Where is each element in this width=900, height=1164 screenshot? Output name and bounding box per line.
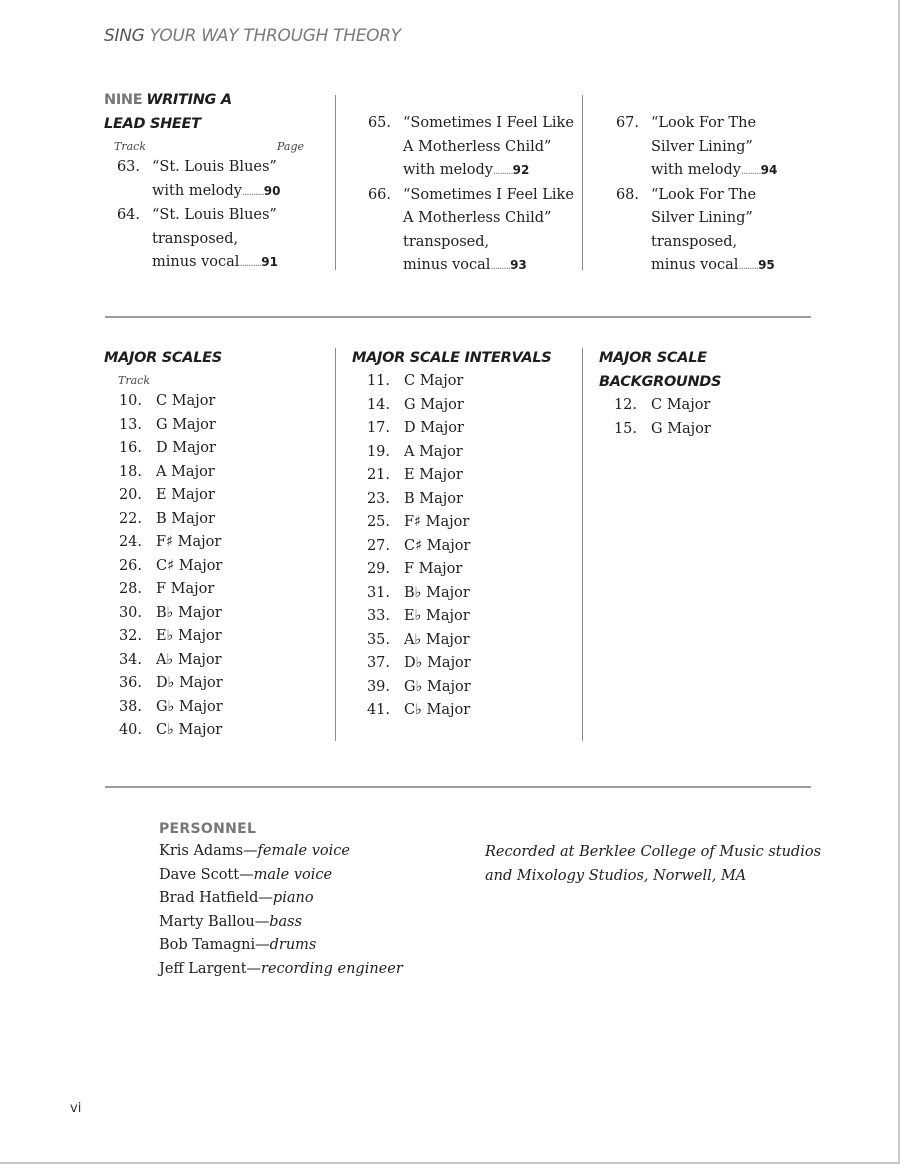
major-scale-backgrounds-column bbox=[599, 346, 819, 441]
scale-name: F Major bbox=[156, 581, 215, 597]
scale-name: C♯ Major bbox=[404, 537, 471, 554]
track-number: 41. bbox=[366, 702, 390, 718]
heading-line-2: BACKGROUNDS bbox=[599, 374, 722, 390]
scale-row bbox=[104, 602, 324, 626]
track-title-line: “Sometimes I Feel Like bbox=[403, 186, 574, 203]
track-title-line: minus vocal bbox=[152, 254, 240, 270]
track-number: 28. bbox=[118, 581, 142, 597]
scale-row bbox=[104, 719, 324, 743]
scale-name: A♭ Major bbox=[156, 651, 222, 668]
scale-name: D Major bbox=[156, 440, 216, 456]
track-entry: 68. “Look For The Silver Lining” transposed, minus vocal.........95 bbox=[603, 184, 823, 279]
scale-row bbox=[104, 696, 324, 720]
track-title-line: “Sometimes I Feel Like bbox=[403, 115, 574, 131]
scale-row bbox=[352, 370, 580, 394]
track-number: 17. bbox=[366, 420, 390, 436]
scale-name: B Major bbox=[404, 490, 463, 507]
track-number: 29. bbox=[366, 561, 390, 577]
track-number: 26. bbox=[118, 557, 142, 574]
track-number: 20. bbox=[118, 487, 142, 503]
scale-row bbox=[104, 625, 324, 649]
major-scale-backgrounds-heading bbox=[599, 346, 819, 394]
track-title-line: “St. Louis Blues” bbox=[152, 159, 277, 175]
scale-name: C♭ Major bbox=[404, 702, 471, 718]
person-role: female voice bbox=[257, 843, 350, 859]
scale-row bbox=[352, 441, 580, 465]
scale-row bbox=[352, 488, 580, 512]
personnel-row bbox=[159, 911, 403, 935]
track-number: 31. bbox=[366, 584, 390, 601]
page-number: 95 bbox=[758, 258, 775, 272]
page-number: 90 bbox=[263, 183, 281, 198]
running-head-rest: YOUR WAY THROUGH THEORY bbox=[149, 26, 401, 46]
track-title-line: transposed, bbox=[651, 233, 738, 250]
track-label: Track bbox=[118, 374, 150, 387]
personnel-row bbox=[159, 934, 403, 958]
scale-row bbox=[104, 649, 324, 673]
scale-name: A♭ Major bbox=[404, 631, 470, 648]
track-entry: 67. “Look For The Silver Lining” with melody.........94 bbox=[603, 112, 823, 184]
major-scales-column bbox=[104, 346, 324, 743]
track-title-line: A Motherless Child” bbox=[403, 210, 552, 226]
track-number: 24. bbox=[118, 534, 142, 550]
scale-row bbox=[352, 464, 580, 488]
personnel-row bbox=[159, 840, 403, 864]
scale-row bbox=[104, 578, 324, 602]
track-entry: 64. “St. Louis Blues” transposed, minus vocal..........91 bbox=[104, 204, 324, 276]
scale-row bbox=[104, 437, 324, 461]
track-number: 15. bbox=[613, 420, 637, 437]
scale-row bbox=[104, 484, 324, 508]
track-number: 67. bbox=[615, 115, 639, 131]
scale-row bbox=[104, 461, 324, 485]
recording-note bbox=[485, 841, 821, 888]
page-label: Page bbox=[277, 140, 305, 153]
scale-row bbox=[599, 418, 819, 442]
track-number: 40. bbox=[118, 722, 142, 738]
personnel-row bbox=[159, 887, 403, 911]
scale-name: F Major bbox=[404, 561, 463, 577]
scale-name: D♭ Major bbox=[404, 655, 471, 671]
track-title-line: with melody bbox=[152, 182, 242, 199]
running-head bbox=[104, 26, 401, 46]
scale-name: C Major bbox=[156, 393, 216, 409]
page-folio: vi bbox=[70, 1101, 82, 1116]
scale-row bbox=[352, 417, 580, 441]
track-number: 14. bbox=[366, 396, 390, 413]
section-divider bbox=[105, 316, 811, 318]
person-role: drums bbox=[269, 937, 317, 953]
track-number: 30. bbox=[118, 604, 142, 621]
person-name: Kris Adams— bbox=[159, 843, 258, 859]
track-number: 22. bbox=[118, 510, 142, 527]
track-number: 11. bbox=[366, 373, 390, 389]
scale-row bbox=[352, 394, 580, 418]
page-number: 94 bbox=[760, 163, 778, 177]
scale-name: E♭ Major bbox=[404, 608, 470, 624]
major-scales-heading: MAJOR SCALES bbox=[104, 350, 222, 366]
track-number: 68. bbox=[615, 186, 639, 203]
track-number: 36. bbox=[118, 675, 142, 691]
scale-name: A Major bbox=[156, 463, 215, 480]
track-number: 12. bbox=[613, 397, 637, 413]
personnel-heading: PERSONNEL bbox=[159, 821, 257, 837]
scale-row bbox=[352, 605, 580, 629]
track-title-line: A Motherless Child” bbox=[403, 138, 552, 155]
column-divider bbox=[335, 348, 336, 741]
person-name: Brad Hatfield— bbox=[159, 890, 273, 906]
scale-name: G♭ Major bbox=[404, 678, 471, 695]
page-number: 92 bbox=[512, 163, 530, 177]
track-number: 35. bbox=[366, 631, 390, 648]
page-number: 93 bbox=[510, 258, 527, 272]
track-number: 33. bbox=[366, 608, 390, 624]
scale-row bbox=[104, 508, 324, 532]
track-entry: 63. “St. Louis Blues” with melody..........90 bbox=[104, 156, 324, 204]
track-number: 39. bbox=[366, 678, 390, 695]
column-headings bbox=[104, 136, 324, 156]
track-title-line: Silver Lining” bbox=[651, 210, 753, 226]
lead-sheet-column-2 bbox=[355, 112, 575, 279]
scale-name: G Major bbox=[651, 420, 711, 437]
track-title-line: with melody bbox=[403, 162, 493, 178]
track-number: 63. bbox=[116, 159, 140, 175]
scale-name: A Major bbox=[404, 443, 463, 460]
track-number: 34. bbox=[118, 651, 142, 668]
chapter-title-line-2: LEAD SHEET bbox=[104, 116, 201, 132]
scale-row bbox=[352, 629, 580, 653]
track-number: 32. bbox=[118, 628, 142, 644]
track-title-line: “Look For The bbox=[651, 186, 757, 203]
scale-name: E Major bbox=[156, 487, 215, 503]
track-title-line: Silver Lining” bbox=[651, 138, 753, 155]
scale-row bbox=[352, 535, 580, 559]
track-title-line: transposed, bbox=[152, 230, 239, 247]
track-number: 16. bbox=[118, 440, 142, 456]
heading-line-1: MAJOR SCALE bbox=[599, 350, 707, 366]
track-title-line: minus vocal bbox=[403, 257, 491, 273]
track-number: 21. bbox=[366, 467, 390, 483]
track-number: 10. bbox=[118, 393, 142, 409]
scale-name: F♯ Major bbox=[156, 534, 222, 550]
track-number: 66. bbox=[367, 186, 391, 203]
track-number: 27. bbox=[366, 537, 390, 554]
chapter-title-line-1: WRITING A bbox=[146, 92, 232, 108]
track-number: 65. bbox=[367, 115, 391, 131]
track-number: 19. bbox=[366, 443, 390, 460]
track-title-line: minus vocal bbox=[651, 257, 739, 273]
personnel-block bbox=[159, 818, 403, 981]
scale-name: C♭ Major bbox=[156, 722, 223, 738]
person-name: Dave Scott— bbox=[159, 866, 254, 883]
track-number: 18. bbox=[118, 463, 142, 480]
scale-name: C Major bbox=[404, 373, 464, 389]
running-head-strong: SING bbox=[104, 26, 145, 46]
track-number: 23. bbox=[366, 490, 390, 507]
person-role: recording engineer bbox=[261, 960, 403, 977]
track-entry: 65. “Sometimes I Feel Like A Motherless Child” with melody.........92 bbox=[355, 112, 575, 184]
scale-name: F♯ Major bbox=[404, 514, 470, 530]
person-role: male voice bbox=[253, 866, 333, 883]
scale-name: E Major bbox=[404, 467, 463, 483]
track-title-line: “St. Louis Blues” bbox=[152, 207, 277, 223]
scale-name: C Major bbox=[651, 397, 711, 413]
personnel-row bbox=[159, 958, 403, 982]
track-title-line: with melody bbox=[651, 162, 741, 178]
chapter-number: NINE bbox=[104, 92, 143, 108]
scale-row bbox=[104, 555, 324, 579]
scale-name: B♭ Major bbox=[404, 584, 470, 601]
column-divider bbox=[335, 95, 336, 270]
scale-row bbox=[352, 652, 580, 676]
scale-name: B♭ Major bbox=[156, 604, 222, 621]
scale-name: G Major bbox=[404, 396, 464, 413]
track-number: 37. bbox=[366, 655, 390, 671]
person-role: bass bbox=[269, 913, 303, 930]
lead-sheet-column-1 bbox=[104, 88, 324, 276]
lead-sheet-heading bbox=[104, 88, 324, 136]
scale-row bbox=[352, 511, 580, 535]
column-divider bbox=[582, 95, 583, 270]
page-number: 91 bbox=[261, 255, 278, 269]
scale-row bbox=[104, 531, 324, 555]
scale-row bbox=[599, 394, 819, 418]
scale-row bbox=[352, 558, 580, 582]
track-title-line: transposed, bbox=[403, 233, 490, 250]
track-number: 38. bbox=[118, 698, 142, 715]
major-scale-intervals-column bbox=[352, 346, 580, 723]
scale-row bbox=[104, 672, 324, 696]
scale-name: G♭ Major bbox=[156, 698, 223, 715]
scale-row bbox=[352, 582, 580, 606]
scale-name: D Major bbox=[404, 420, 464, 436]
scale-row bbox=[104, 390, 324, 414]
scale-name: C♯ Major bbox=[156, 557, 223, 574]
recording-note-line-1: Recorded at Berklee College of Music studios bbox=[485, 844, 822, 860]
lead-sheet-column-3 bbox=[603, 112, 823, 279]
major-scale-intervals-heading: MAJOR SCALE INTERVALS bbox=[352, 350, 552, 366]
track-number: 64. bbox=[116, 207, 140, 223]
track-title-line: “Look For The bbox=[651, 115, 757, 131]
scale-row bbox=[352, 676, 580, 700]
scale-name: E♭ Major bbox=[156, 628, 222, 644]
person-name: Bob Tamagni— bbox=[159, 937, 270, 953]
track-label: Track bbox=[114, 140, 146, 153]
track-number: 13. bbox=[118, 416, 142, 433]
track-number: 25. bbox=[366, 514, 390, 530]
person-name: Jeff Largent— bbox=[159, 960, 262, 977]
scale-name: B Major bbox=[156, 510, 215, 527]
recording-note-line-2: and Mixology Studios, Norwell, MA bbox=[485, 867, 747, 884]
scale-row bbox=[352, 699, 580, 723]
scale-name: G Major bbox=[156, 416, 216, 433]
scale-row bbox=[104, 414, 324, 438]
scale-name: D♭ Major bbox=[156, 675, 223, 691]
section-divider bbox=[105, 786, 811, 788]
column-divider bbox=[582, 348, 583, 741]
track-entry: 66. “Sometimes I Feel Like A Motherless Child” transposed, minus vocal.........93 bbox=[355, 184, 575, 279]
personnel-row bbox=[159, 864, 403, 888]
person-name: Marty Ballou— bbox=[159, 913, 270, 930]
person-role: piano bbox=[272, 890, 314, 906]
